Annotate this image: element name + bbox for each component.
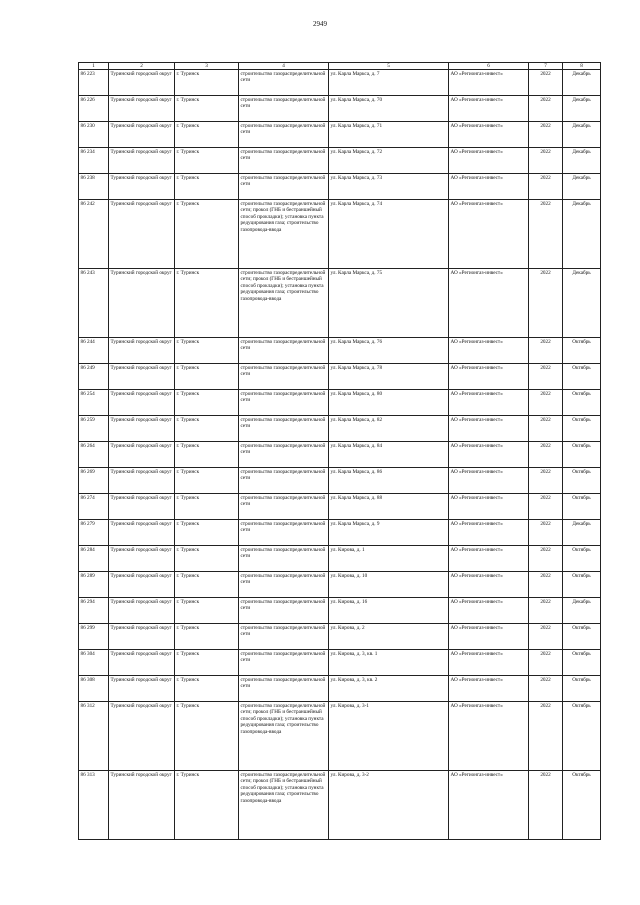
work-type-cell: строительство газораспределительной сети — [239, 416, 329, 442]
organization-cell: АО «Регионгаз-инвест» — [449, 468, 529, 494]
address-cell: ул. Карла Маркса, д. 73 — [329, 174, 449, 200]
address-cell: ул. Карла Маркса, д. 72 — [329, 148, 449, 174]
column-number: 6 — [449, 63, 529, 70]
district-cell: Туринский городской округ — [109, 442, 175, 468]
organization-cell: АО «Регионгаз-инвест» — [449, 624, 529, 650]
locality-cell: г. Туринск — [175, 174, 239, 200]
work-type-cell: строительство газораспределительной сети — [239, 174, 329, 200]
month-cell: Октябрь — [563, 572, 601, 598]
organization-cell: АО «Регионгаз-инвест» — [449, 390, 529, 416]
table-row — [79, 338, 601, 364]
table-row — [79, 148, 601, 174]
year-cell: 2022 — [529, 122, 563, 148]
district-cell: Туринский городской округ — [109, 494, 175, 520]
district-cell: Туринский городской округ — [109, 269, 175, 338]
organization-cell: АО «Регионгаз-инвест» — [449, 546, 529, 572]
table-row — [79, 676, 601, 702]
district-cell: Туринский городской округ — [109, 676, 175, 702]
table-row — [79, 442, 601, 468]
object-id-cell: 86 230 — [79, 122, 109, 148]
address-cell: ул. Карла Маркса, д. 71 — [329, 122, 449, 148]
work-type-cell: строительство газораспределительной сети; прокол (ГНБ и бестраншейный способ прокладки); установка пункта редуцирования газа; строительство газопровода-ввода — [239, 771, 329, 840]
column-number: 1 — [79, 63, 109, 70]
work-type-cell: строительство газораспределительной сети — [239, 624, 329, 650]
locality-cell: г. Туринск — [175, 200, 239, 269]
table-row — [79, 416, 601, 442]
year-cell: 2022 — [529, 416, 563, 442]
table-row — [79, 546, 601, 572]
column-number: 4 — [239, 63, 329, 70]
work-type-cell: строительство газораспределительной сети — [239, 468, 329, 494]
district-cell: Туринский городской округ — [109, 122, 175, 148]
work-type-cell: строительство газораспределительной сети — [239, 338, 329, 364]
year-cell: 2022 — [529, 338, 563, 364]
organization-cell: АО «Регионгаз-инвест» — [449, 416, 529, 442]
month-cell: Октябрь — [563, 442, 601, 468]
year-cell: 2022 — [529, 468, 563, 494]
address-cell: ул. Кирова, д. 2 — [329, 624, 449, 650]
year-cell: 2022 — [529, 702, 563, 771]
object-id-cell: 86 312 — [79, 702, 109, 771]
object-id-cell: 86 284 — [79, 546, 109, 572]
year-cell: 2022 — [529, 364, 563, 390]
organization-cell: АО «Регионгаз-инвест» — [449, 364, 529, 390]
year-cell: 2022 — [529, 148, 563, 174]
address-cell: ул. Кирова, д. 3-1 — [329, 702, 449, 771]
object-id-cell: 86 234 — [79, 148, 109, 174]
work-type-cell: строительство газораспределительной сети — [239, 390, 329, 416]
locality-cell: г. Туринск — [175, 416, 239, 442]
year-cell: 2022 — [529, 174, 563, 200]
locality-cell: г. Туринск — [175, 269, 239, 338]
year-cell: 2022 — [529, 624, 563, 650]
district-cell: Туринский городской округ — [109, 390, 175, 416]
month-cell: Декабрь — [563, 122, 601, 148]
page-number: 2949 — [313, 20, 327, 28]
year-cell: 2022 — [529, 442, 563, 468]
work-type-cell: строительство газораспределительной сети — [239, 364, 329, 390]
work-type-cell: строительство газораспределительной сети — [239, 520, 329, 546]
locality-cell: г. Туринск — [175, 494, 239, 520]
address-cell: ул. Карла Маркса, д. 76 — [329, 338, 449, 364]
year-cell: 2022 — [529, 676, 563, 702]
month-cell: Октябрь — [563, 364, 601, 390]
organization-cell: АО «Регионгаз-инвест» — [449, 174, 529, 200]
table-row — [79, 122, 601, 148]
table-row — [79, 771, 601, 840]
organization-cell: АО «Регионгаз-инвест» — [449, 598, 529, 624]
table-row — [79, 468, 601, 494]
month-cell: Октябрь — [563, 468, 601, 494]
month-cell: Декабрь — [563, 200, 601, 269]
year-cell: 2022 — [529, 771, 563, 840]
object-id-cell: 86 254 — [79, 390, 109, 416]
organization-cell: АО «Регионгаз-инвест» — [449, 442, 529, 468]
month-cell: Декабрь — [563, 174, 601, 200]
district-cell: Туринский городской округ — [109, 174, 175, 200]
table-row — [79, 390, 601, 416]
object-id-cell: 86 289 — [79, 572, 109, 598]
table-body — [79, 63, 601, 840]
object-id-cell: 86 242 — [79, 200, 109, 269]
locality-cell: г. Туринск — [175, 520, 239, 546]
table-row — [79, 70, 601, 96]
table-row — [79, 269, 601, 338]
month-cell: Октябрь — [563, 494, 601, 520]
table-row — [79, 96, 601, 122]
organization-cell: АО «Регионгаз-инвест» — [449, 122, 529, 148]
locality-cell: г. Туринск — [175, 676, 239, 702]
work-type-cell: строительство газораспределительной сети — [239, 494, 329, 520]
object-id-cell: 86 264 — [79, 442, 109, 468]
address-cell: ул. Карла Маркса, д. 88 — [329, 494, 449, 520]
address-cell: ул. Кирова, д. 10 — [329, 572, 449, 598]
year-cell: 2022 — [529, 520, 563, 546]
address-cell: ул. Кирова, д. 3, кв. 2 — [329, 676, 449, 702]
table-row — [79, 174, 601, 200]
work-type-cell: строительство газораспределительной сети — [239, 598, 329, 624]
object-id-cell: 86 238 — [79, 174, 109, 200]
district-cell: Туринский городской округ — [109, 598, 175, 624]
month-cell: Декабрь — [563, 598, 601, 624]
object-id-cell: 86 274 — [79, 494, 109, 520]
month-cell: Декабрь — [563, 70, 601, 96]
column-number: 8 — [563, 63, 601, 70]
object-id-cell: 86 243 — [79, 269, 109, 338]
year-cell: 2022 — [529, 494, 563, 520]
address-cell: ул. Карла Маркса, д. 84 — [329, 442, 449, 468]
year-cell: 2022 — [529, 546, 563, 572]
month-cell: Декабрь — [563, 148, 601, 174]
table-row — [79, 494, 601, 520]
object-id-cell: 86 269 — [79, 468, 109, 494]
column-number-row — [79, 63, 601, 70]
table-row — [79, 624, 601, 650]
year-cell: 2022 — [529, 269, 563, 338]
work-type-cell: строительство газораспределительной сети; прокол (ГНБ и бестраншейный способ прокладки); установка пункта редуцирования газа; строительство газопровода-ввода — [239, 200, 329, 269]
organization-cell: АО «Регионгаз-инвест» — [449, 650, 529, 676]
month-cell: Декабрь — [563, 269, 601, 338]
work-type-cell: строительство газораспределительной сети; прокол (ГНБ и бестраншейный способ прокладки); установка пункта редуцирования газа; строительство газопровода-ввода — [239, 702, 329, 771]
address-cell: ул. Карла Маркса, д. 9 — [329, 520, 449, 546]
object-id-cell: 86 304 — [79, 650, 109, 676]
table-row — [79, 650, 601, 676]
organization-cell: АО «Регионгаз-инвест» — [449, 494, 529, 520]
year-cell: 2022 — [529, 96, 563, 122]
district-cell: Туринский городской округ — [109, 771, 175, 840]
table-row — [79, 520, 601, 546]
table-row — [79, 364, 601, 390]
column-number: 2 — [109, 63, 175, 70]
column-number: 3 — [175, 63, 239, 70]
table-row — [79, 598, 601, 624]
organization-cell: АО «Регионгаз-инвест» — [449, 338, 529, 364]
organization-cell: АО «Регионгаз-инвест» — [449, 200, 529, 269]
address-cell: ул. Карла Маркса, д. 7 — [329, 70, 449, 96]
month-cell: Октябрь — [563, 771, 601, 840]
locality-cell: г. Туринск — [175, 598, 239, 624]
locality-cell: г. Туринск — [175, 546, 239, 572]
month-cell: Октябрь — [563, 702, 601, 771]
work-type-cell: строительство газораспределительной сети — [239, 96, 329, 122]
address-cell: ул. Карла Маркса, д. 70 — [329, 96, 449, 122]
district-cell: Туринский городской округ — [109, 624, 175, 650]
work-type-cell: строительство газораспределительной сети — [239, 650, 329, 676]
address-cell: ул. Карла Маркса, д. 75 — [329, 269, 449, 338]
locality-cell: г. Туринск — [175, 771, 239, 840]
year-cell: 2022 — [529, 70, 563, 96]
month-cell: Декабрь — [563, 96, 601, 122]
district-cell: Туринский городской округ — [109, 200, 175, 269]
district-cell: Туринский городской округ — [109, 338, 175, 364]
table-row — [79, 572, 601, 598]
object-id-cell: 86 259 — [79, 416, 109, 442]
locality-cell: г. Туринск — [175, 70, 239, 96]
address-cell: ул. Карла Маркса, д. 86 — [329, 468, 449, 494]
year-cell: 2022 — [529, 598, 563, 624]
district-cell: Туринский городской округ — [109, 468, 175, 494]
organization-cell: АО «Регионгаз-инвест» — [449, 70, 529, 96]
work-type-cell: строительство газораспределительной сети — [239, 442, 329, 468]
district-cell: Туринский городской округ — [109, 148, 175, 174]
organization-cell: АО «Регионгаз-инвест» — [449, 572, 529, 598]
organization-cell: АО «Регионгаз-инвест» — [449, 520, 529, 546]
locality-cell: г. Туринск — [175, 624, 239, 650]
year-cell: 2022 — [529, 572, 563, 598]
object-id-cell: 86 249 — [79, 364, 109, 390]
table-row — [79, 702, 601, 771]
month-cell: Октябрь — [563, 390, 601, 416]
work-type-cell: строительство газораспределительной сети — [239, 70, 329, 96]
district-cell: Туринский городской округ — [109, 520, 175, 546]
district-cell: Туринский городской округ — [109, 650, 175, 676]
address-cell: ул. Карла Маркса, д. 80 — [329, 390, 449, 416]
year-cell: 2022 — [529, 390, 563, 416]
object-id-cell: 86 223 — [79, 70, 109, 96]
address-cell: ул. Карла Маркса, д. 74 — [329, 200, 449, 269]
organization-cell: АО «Регионгаз-инвест» — [449, 676, 529, 702]
work-type-cell: строительство газораспределительной сети — [239, 122, 329, 148]
month-cell: Октябрь — [563, 676, 601, 702]
organization-cell: АО «Регионгаз-инвест» — [449, 269, 529, 338]
locality-cell: г. Туринск — [175, 122, 239, 148]
organization-cell: АО «Регионгаз-инвест» — [449, 771, 529, 840]
district-cell: Туринский городской округ — [109, 416, 175, 442]
table-row — [79, 200, 601, 269]
work-type-cell: строительство газораспределительной сети — [239, 148, 329, 174]
district-cell: Туринский городской округ — [109, 572, 175, 598]
address-cell: ул. Кирова, д. 3, кв. 1 — [329, 650, 449, 676]
district-cell: Туринский городской округ — [109, 702, 175, 771]
column-number: 7 — [529, 63, 563, 70]
object-id-cell: 86 299 — [79, 624, 109, 650]
locality-cell: г. Туринск — [175, 390, 239, 416]
month-cell: Октябрь — [563, 624, 601, 650]
month-cell: Октябрь — [563, 338, 601, 364]
object-id-cell: 86 279 — [79, 520, 109, 546]
locality-cell: г. Туринск — [175, 572, 239, 598]
work-type-cell: строительство газораспределительной сети — [239, 676, 329, 702]
month-cell: Октябрь — [563, 546, 601, 572]
district-cell: Туринский городской округ — [109, 364, 175, 390]
object-id-cell: 86 226 — [79, 96, 109, 122]
locality-cell: г. Туринск — [175, 364, 239, 390]
locality-cell: г. Туринск — [175, 442, 239, 468]
year-cell: 2022 — [529, 200, 563, 269]
address-cell: ул. Кирова, д. 3-2 — [329, 771, 449, 840]
month-cell: Октябрь — [563, 650, 601, 676]
year-cell: 2022 — [529, 650, 563, 676]
organization-cell: АО «Регионгаз-инвест» — [449, 702, 529, 771]
locality-cell: г. Туринск — [175, 338, 239, 364]
address-cell: ул. Кирова, д. 16 — [329, 598, 449, 624]
work-type-cell: строительство газораспределительной сети; прокол (ГНБ и бестраншейный способ прокладки); установка пункта редуцирования газа; строительство газопровода-ввода — [239, 269, 329, 338]
month-cell: Декабрь — [563, 520, 601, 546]
organization-cell: АО «Регионгаз-инвест» — [449, 148, 529, 174]
organization-cell: АО «Регионгаз-инвест» — [449, 96, 529, 122]
object-id-cell: 86 294 — [79, 598, 109, 624]
address-cell: ул. Карла Маркса, д. 78 — [329, 364, 449, 390]
locality-cell: г. Туринск — [175, 148, 239, 174]
object-id-cell: 86 308 — [79, 676, 109, 702]
column-number: 5 — [329, 63, 449, 70]
address-cell: ул. Кирова, д. 1 — [329, 546, 449, 572]
district-cell: Туринский городской округ — [109, 70, 175, 96]
district-cell: Туринский городской округ — [109, 546, 175, 572]
month-cell: Октябрь — [563, 416, 601, 442]
locality-cell: г. Туринск — [175, 468, 239, 494]
locality-cell: г. Туринск — [175, 96, 239, 122]
locality-cell: г. Туринск — [175, 702, 239, 771]
locality-cell: г. Туринск — [175, 650, 239, 676]
work-type-cell: строительство газораспределительной сети — [239, 546, 329, 572]
district-cell: Туринский городской округ — [109, 96, 175, 122]
work-type-cell: строительство газораспределительной сети — [239, 572, 329, 598]
object-id-cell: 86 244 — [79, 338, 109, 364]
address-cell: ул. Карла Маркса, д. 82 — [329, 416, 449, 442]
gasification-schedule-table — [78, 62, 601, 840]
object-id-cell: 86 313 — [79, 771, 109, 840]
